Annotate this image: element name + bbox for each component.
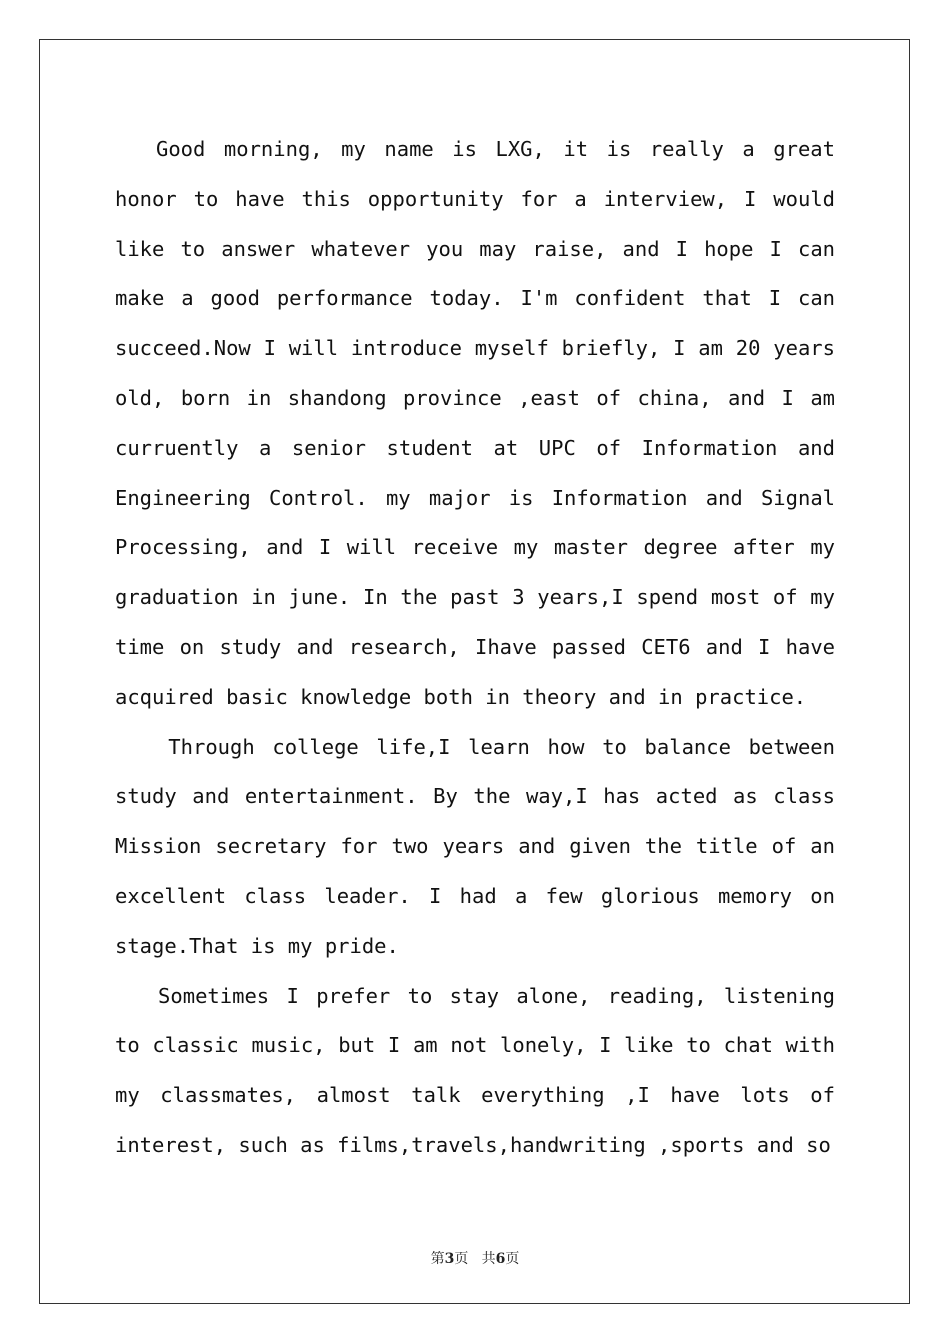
- paragraph-hobbies: Sometimes I prefer to stay alone, reading, listening to classic music, but I am not lonely, I like to chat with my classmates, almost talk everything ,I have lots of interest, such as films,travels,handwriting ,sports and so: [115, 983, 835, 1157]
- current-page-number: 3: [444, 1251, 455, 1267]
- page-prefix: 第: [430, 1251, 445, 1267]
- paragraph-college-life: Through college life,I learn how to balance between study and entertainment. By the way,I has acted as class Mission secretary for two years and given the title of an excellent class leader. I had a few glorious memory on stage.That is my pride.: [115, 734, 835, 958]
- total-prefix: 共: [481, 1251, 496, 1267]
- page-footer: [0, 1248, 950, 1268]
- paragraph-introduction: Good morning, my name is LXG, it is really a great honor to have this opportunity for a interview, I would like to answer whatever you may raise, and I hope I can make a good performance today. I'm confident that I can succeed.Now I will introduce myself briefly, I am 20 years old, born in shandong province ,east of china, and I am curruently a senior student at UPC of Information and Engineering Control. my major is Information and Signal Processing, and I will receive my master degree after my graduation in june. In the past 3 years,I spend most of my time on study and research, Ihave passed CET6 and I have acquired basic knowledge both in theory and in practice.: [115, 137, 835, 709]
- total-pages-number: 6: [495, 1251, 506, 1267]
- total-suffix: 页: [505, 1251, 520, 1267]
- document-body: [115, 125, 835, 1171]
- page-suffix: 页: [454, 1251, 469, 1267]
